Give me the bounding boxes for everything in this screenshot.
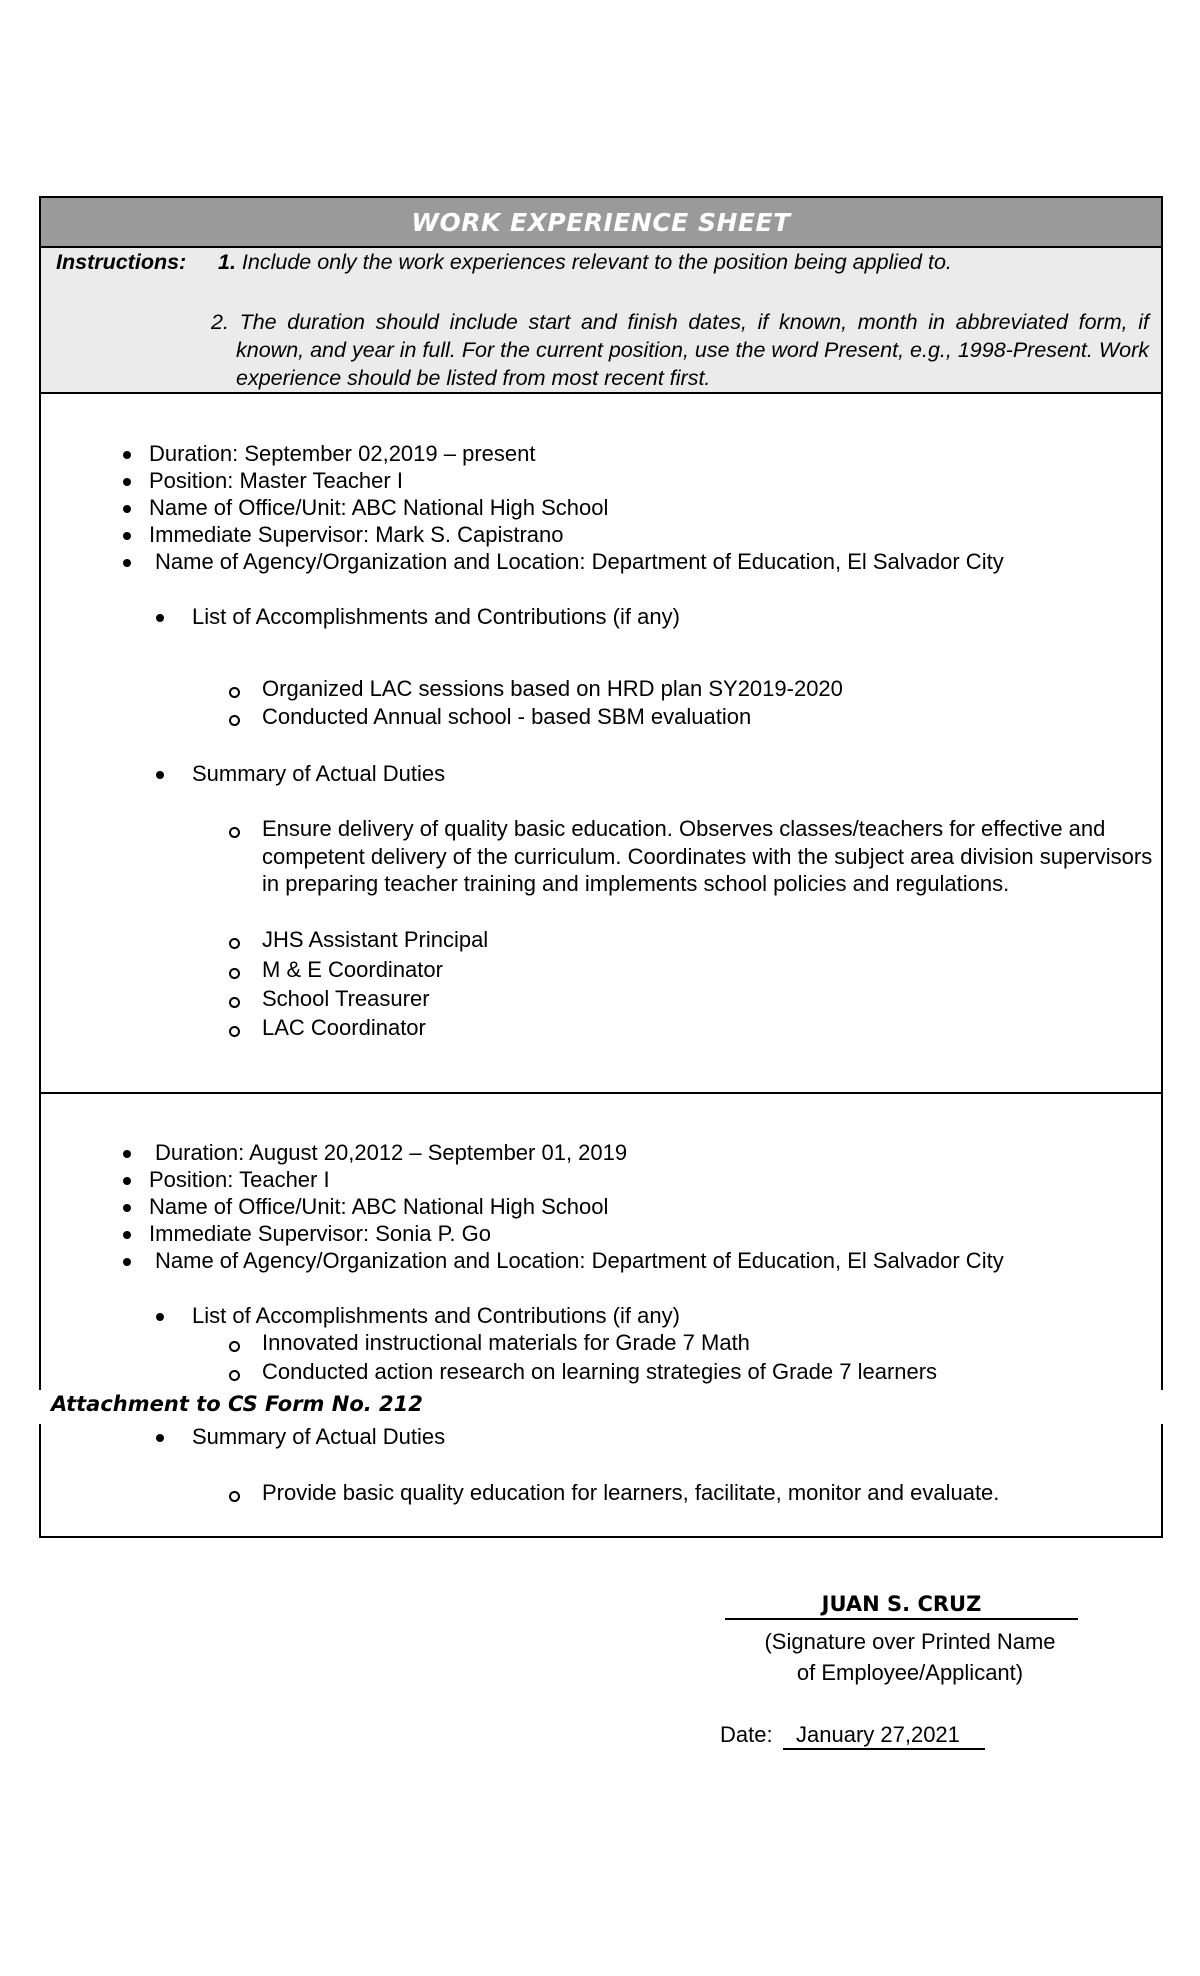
bullet-dot xyxy=(156,771,164,779)
bullet-circle xyxy=(229,715,240,726)
bullet-dot xyxy=(156,1313,164,1321)
exp2-supervisor: Immediate Supervisor: Sonia P. Go xyxy=(149,1221,491,1246)
attachment-footer xyxy=(39,1390,1163,1424)
exp1-duty-5: LAC Coordinator xyxy=(262,1015,426,1040)
exp2-agency: Name of Agency/Organization and Location: Department of Education, El Salvador City xyxy=(155,1248,1004,1273)
attachment-label: Attachment to CS Form No. 212 xyxy=(51,1392,423,1416)
exp1-duty-3: M & E Coordinator xyxy=(262,957,443,982)
exp2-office: Name of Office/Unit: ABC National High School xyxy=(149,1194,609,1219)
exp2-duration: Duration: August 20,2012 – September 01, 2019 xyxy=(155,1140,628,1165)
bullet-circle xyxy=(229,1491,240,1502)
work-experience-sheet xyxy=(39,196,1163,1538)
bullet-dot xyxy=(123,451,131,459)
exp1-agency: Name of Agency/Organization and Location: Department of Education, El Salvador City xyxy=(155,549,1004,574)
exp2-duties-heading: Summary of Actual Duties xyxy=(192,1424,446,1449)
exp1-duty-1: Ensure delivery of quality basic education. Observes classes/teachers for effective and competent delivery of the curriculum. Coordinates with the subject area division supervisors in preparing teacher training and implements school policies and regulations. xyxy=(262,816,1153,896)
bullet-circle xyxy=(229,1341,240,1352)
exp2-accomplishment-2: Conducted action research on learning strategies of Grade 7 learners xyxy=(262,1359,938,1384)
instruction-item-2: 2. The duration should include start and finish dates, if known, month in abbreviated form, if known, and year in full. For the current position, use the word Present, e.g., 1998-Present. Work experience should be listed from most recent first. xyxy=(211,310,1150,390)
bullet-dot xyxy=(123,1258,131,1266)
instruction-item-1 xyxy=(218,250,952,275)
bullet-circle xyxy=(229,687,240,698)
exp1-office: Name of Office/Unit: ABC National High School xyxy=(149,495,609,520)
bullet-dot xyxy=(123,1231,131,1239)
exp2-accomplishments-heading: List of Accomplishments and Contributions (if any) xyxy=(192,1303,680,1328)
bullet-dot xyxy=(156,1434,164,1442)
bullet-circle xyxy=(229,1370,240,1381)
instruction-item-1-number: 1. xyxy=(218,250,236,274)
exp2-duty-1: Provide basic quality education for learners, facilitate, monitor and evaluate. xyxy=(262,1480,1000,1505)
bullet-dot xyxy=(123,559,131,567)
signature-name: JUAN S. CRUZ xyxy=(725,1590,1078,1620)
exp2-accomplishment-1: Innovated instructional materials for Grade 7 Math xyxy=(262,1330,750,1355)
signature-caption-line2: of Employee/Applicant) xyxy=(796,1660,1024,1685)
bullet-circle xyxy=(229,968,240,979)
bullet-dot xyxy=(123,478,131,486)
exp1-duty-4: School Treasurer xyxy=(262,986,430,1011)
exp1-position: Position: Master Teacher I xyxy=(149,468,403,493)
exp1-duty-2: JHS Assistant Principal xyxy=(262,927,489,952)
exp1-duties-heading: Summary of Actual Duties xyxy=(192,761,446,786)
exp1-accomplishment-1: Organized LAC sessions based on HRD plan SY2019-2020 xyxy=(262,676,843,701)
bullet-circle xyxy=(229,997,240,1008)
exp2-position: Position: Teacher I xyxy=(149,1167,330,1192)
signature-caption-line1: (Signature over Printed Name xyxy=(764,1629,1056,1654)
bullet-circle xyxy=(229,938,240,949)
bullet-circle xyxy=(229,1026,240,1037)
bullet-dot xyxy=(156,614,164,622)
instructions-box xyxy=(41,248,1161,394)
instruction-item-1-text: Include only the work experiences relevant to the position being applied to. xyxy=(241,250,952,274)
exp1-accomplishment-2: Conducted Annual school - based SBM evaluation xyxy=(262,704,752,729)
bullet-dot xyxy=(123,532,131,540)
date-label: Date: xyxy=(720,1722,773,1747)
exp1-supervisor: Immediate Supervisor: Mark S. Capistrano xyxy=(149,522,564,547)
bullet-dot xyxy=(123,1204,131,1212)
date-value: January 27,2021 xyxy=(783,1722,985,1750)
bullet-dot xyxy=(123,1177,131,1185)
instructions-label: Instructions: xyxy=(56,250,187,274)
section-divider xyxy=(41,1092,1161,1094)
bullet-dot xyxy=(123,1150,131,1158)
bullet-circle xyxy=(229,827,240,838)
exp1-duration: Duration: September 02,2019 – present xyxy=(149,441,536,466)
sheet-title: WORK EXPERIENCE SHEET xyxy=(41,198,1161,248)
exp1-accomplishments-heading: List of Accomplishments and Contributions (if any) xyxy=(192,604,680,629)
bullet-dot xyxy=(123,505,131,513)
